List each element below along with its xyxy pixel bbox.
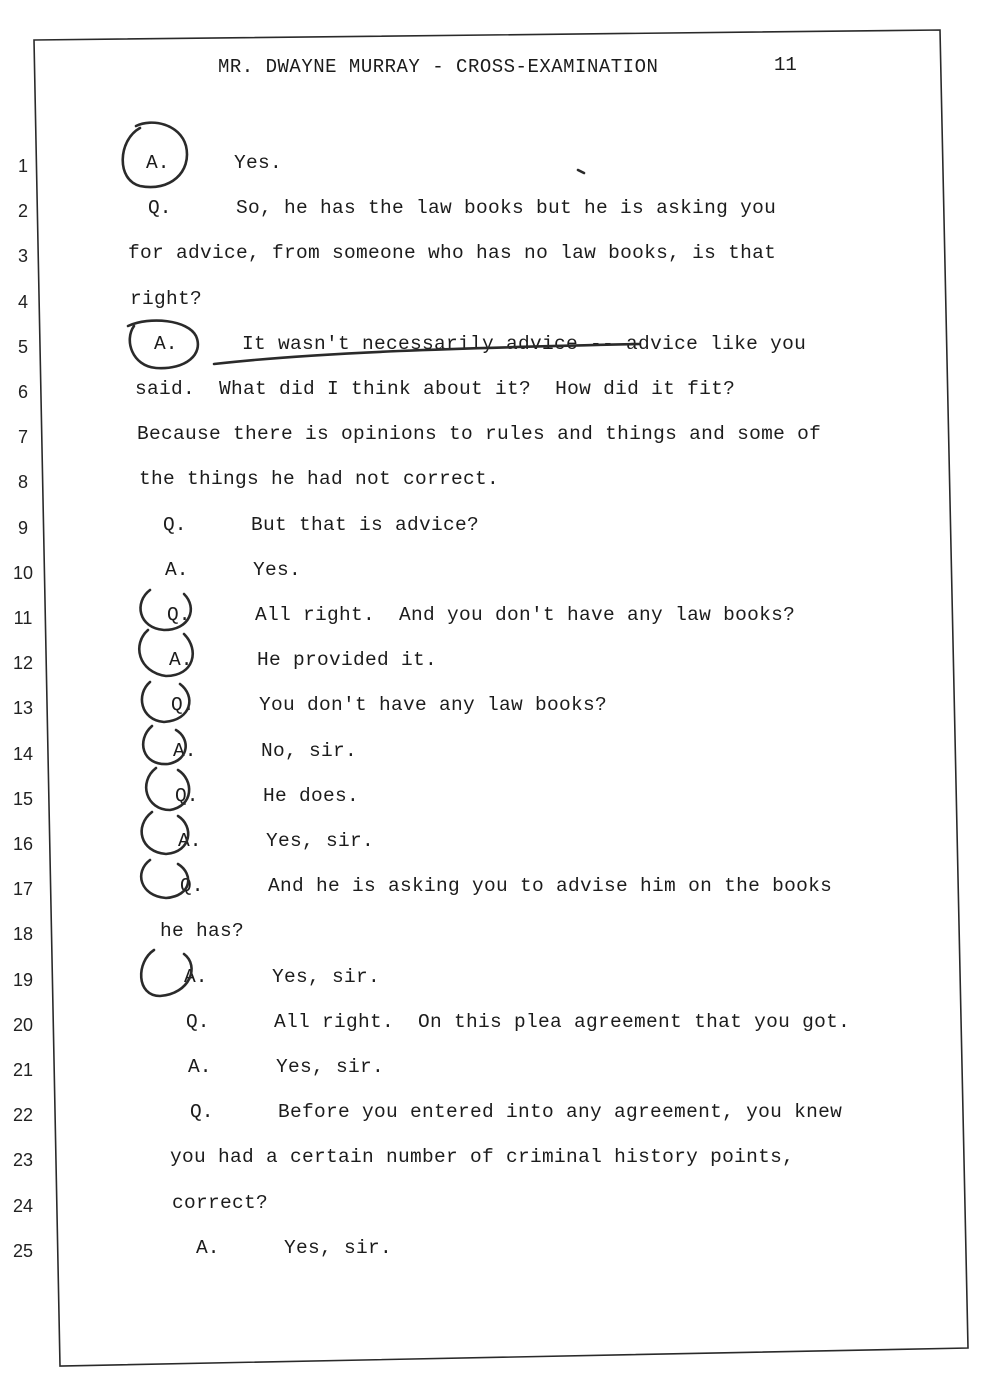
speaker-label: Q.	[186, 1011, 210, 1033]
transcript-line-text: said. What did I think about it? How did it fit?	[135, 378, 736, 400]
line-number: 11	[13, 608, 33, 628]
transcript-line-text: He does.	[263, 785, 360, 807]
transcript-line-text: No, sir.	[261, 740, 358, 762]
line-number: 1	[17, 156, 28, 176]
transcript-line-text: It wasn't necessarily advice -- advice like you	[242, 333, 807, 355]
transcript-line-text: Before you entered into any agreement, you knew	[278, 1101, 843, 1123]
page-number: 11	[774, 54, 797, 76]
transcript-line-text: correct?	[172, 1192, 269, 1214]
speaker-label: Q.	[167, 604, 191, 626]
transcript-line-text: Yes, sir.	[272, 966, 381, 988]
speaker-label: A.	[169, 649, 193, 671]
line-number: 17	[12, 879, 34, 899]
transcript-line-text: So, he has the law books but he is asking you	[236, 197, 777, 219]
transcript-line-text: All right. And you don't have any law books?	[255, 604, 796, 626]
line-number: 22	[12, 1105, 34, 1125]
speaker-label: A.	[196, 1237, 220, 1259]
transcript-line-text: But that is advice?	[251, 514, 480, 536]
line-number: 9	[17, 518, 28, 538]
speaker-label: A.	[173, 740, 197, 762]
line-number: 7	[17, 427, 28, 447]
speaker-label: Q.	[175, 785, 199, 807]
line-number: 24	[12, 1196, 34, 1216]
line-number: 18	[12, 924, 34, 944]
transcript-line-text: He provided it.	[257, 649, 438, 671]
transcript-line-text: he has?	[160, 920, 245, 942]
line-number: 16	[12, 834, 34, 854]
speaker-label: Q.	[180, 875, 204, 897]
speaker-label: A.	[165, 559, 189, 581]
transcript-line-text: And he is asking you to advise him on the books	[268, 875, 833, 897]
page-header-title: MR. DWAYNE MURRAY - CROSS-EXAMINATION	[218, 56, 659, 78]
transcript-line-text: You don't have any law books?	[259, 694, 608, 716]
speaker-label: Q.	[190, 1101, 214, 1123]
transcript-line-text: All right. On this plea agreement that you got.	[274, 1011, 851, 1033]
line-number: 13	[12, 698, 34, 718]
transcript-line-text: Yes, sir.	[266, 830, 375, 852]
line-number: 4	[17, 292, 28, 312]
transcript-line-text: right?	[130, 288, 203, 310]
line-number: 15	[12, 789, 34, 809]
speaker-label: Q.	[148, 197, 172, 219]
line-number: 19	[12, 970, 34, 990]
transcript-line-text: Yes, sir.	[284, 1237, 393, 1259]
line-number: 12	[12, 653, 34, 673]
speaker-label: Q.	[163, 514, 187, 536]
line-number: 8	[17, 472, 28, 492]
line-number: 3	[17, 246, 28, 266]
transcript-line-text: Yes.	[234, 152, 283, 174]
speaker-label: A.	[188, 1056, 212, 1078]
line-number: 2	[17, 201, 28, 221]
transcript-line-text: Yes.	[253, 559, 302, 581]
transcript-line-text: you had a certain number of criminal history points,	[170, 1146, 795, 1168]
transcript-line-text: Yes, sir.	[276, 1056, 385, 1078]
speaker-label: A.	[178, 830, 202, 852]
line-number: 10	[12, 563, 34, 583]
line-number: 6	[17, 382, 28, 402]
speaker-label: Q.	[171, 694, 195, 716]
line-number: 14	[12, 744, 34, 764]
speaker-label: A.	[146, 152, 170, 174]
line-number: 25	[12, 1241, 34, 1261]
line-number: 21	[12, 1060, 34, 1080]
transcript-line-text: the things he had not correct.	[139, 468, 500, 490]
line-number: 20	[12, 1015, 34, 1035]
line-number: 23	[12, 1150, 34, 1170]
transcript-line-text: for advice, from someone who has no law books, is that	[128, 242, 777, 264]
speaker-label: A.	[184, 966, 208, 988]
line-number: 5	[17, 337, 28, 357]
speaker-label: A.	[154, 333, 178, 355]
transcript-line-text: Because there is opinions to rules and things and some of	[137, 423, 822, 445]
